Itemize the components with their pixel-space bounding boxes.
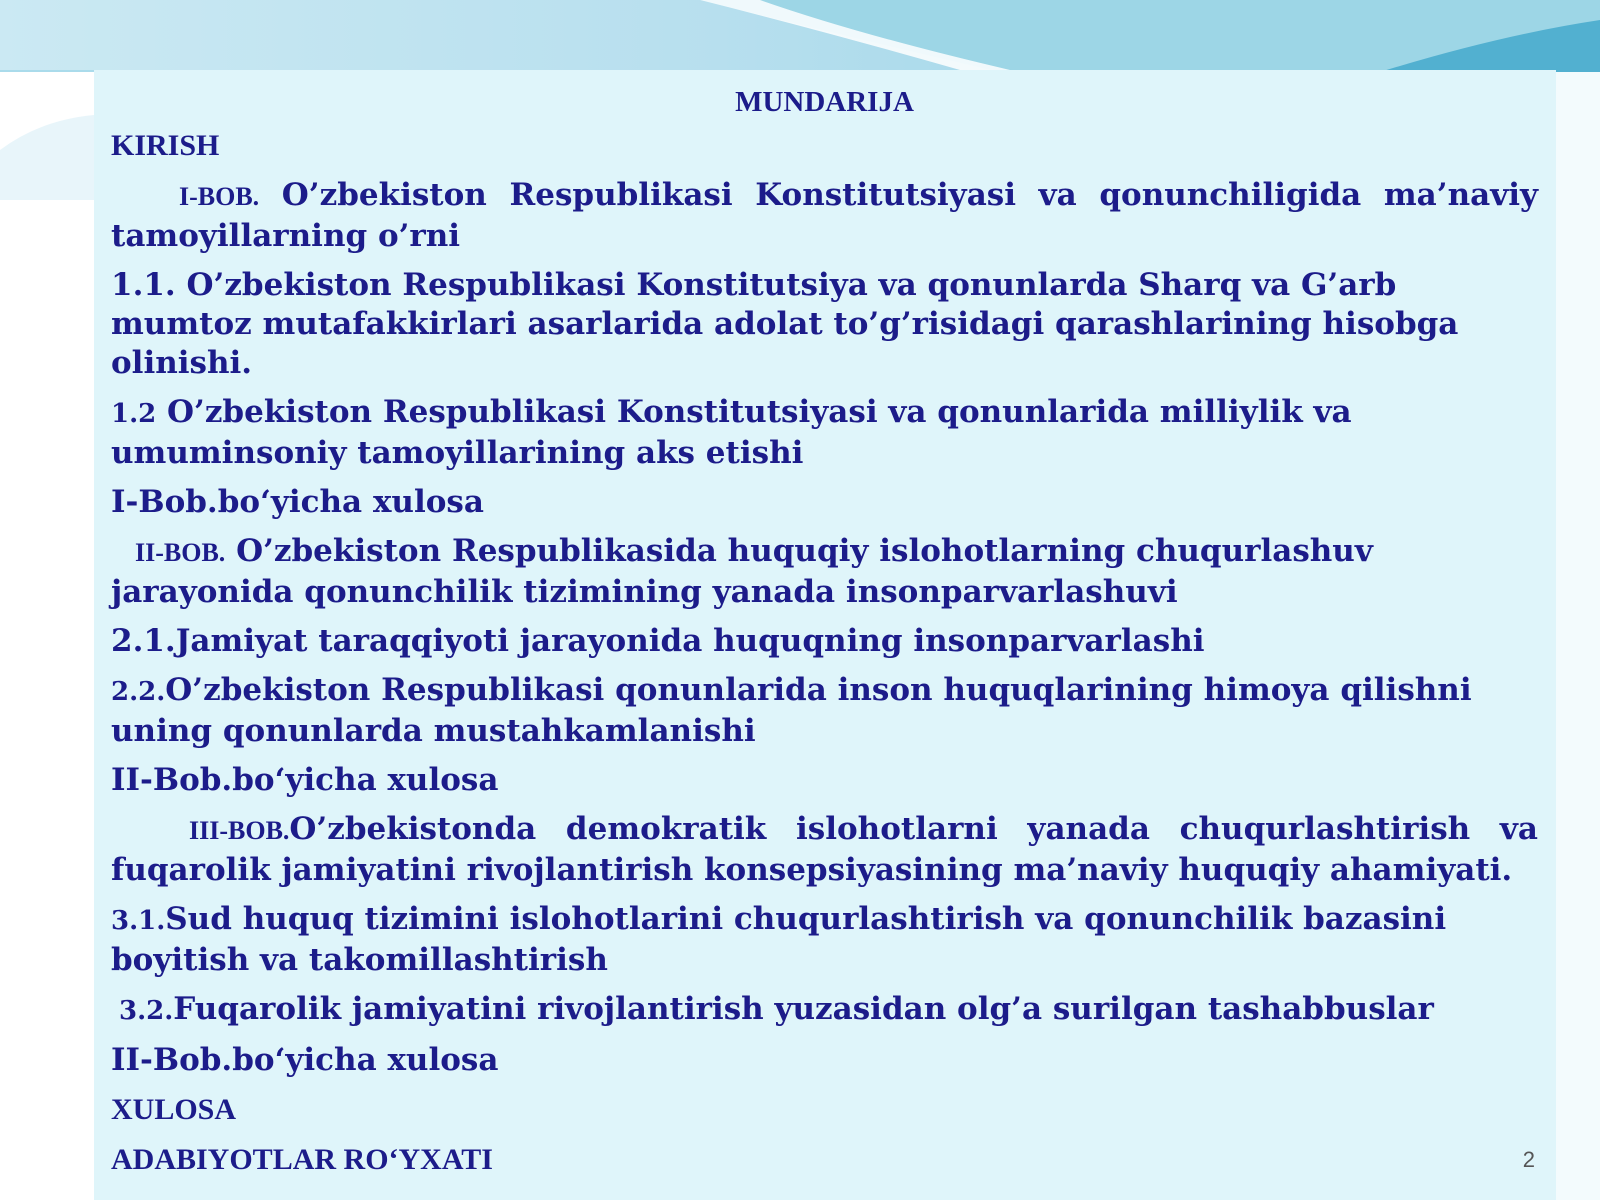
toc-section-1-1: 1.1. O’zbekiston Respublikasi Konstitutsiya va qonunlarda Sharq va G’arb mumtoz mutafakkirlari asarlarida adolat to’g’risidagi qarashlarining hisobga olinishi. [111,267,1459,381]
toc-title: MUNDARIJA [735,86,914,118]
section-3-2-title: Fuqarolik jamiyatini rivojlantirish yuzasidan olg’a surilgan tashabbuslar [173,991,1434,1027]
chapter-2-prefix: II-BOB. [135,538,226,567]
section-1-2-title: O’zbekiston Respublikasi Konstitutsiyasi va qonunlarida milliylik va umuminsoniy tamoyillarining aks etishi [111,394,1352,471]
toc-references: ADABIYOTLAR RO‘YXATI [111,1143,493,1176]
slide-page-number: 2 [1522,1147,1535,1172]
table-of-contents [111,82,1538,1190]
toc-chapter-3-conclusion: II-Bob.bo‘yicha xulosa [111,1042,499,1078]
chapter-1-title: O’zbekiston Respublikasi Konstitutsiyasi va qonunchiligida ma’naviy tamoyillarning o’rni [111,177,1538,254]
section-2-2-number: 2.2. [111,677,166,707]
toc-section-2-2 [111,671,1538,751]
section-3-2-number: 3.2. [119,996,174,1026]
toc-section-2-1: 2.1.Jamiyat taraqqiyoti jarayonida huquqning insonparvarlashi [111,623,1205,659]
chapter-3-title: O’zbekistonda demokratik islohotlarni yanada chuqurlashtirish va fuqarolik jamiyatini rivojlantirish konsepsiyasining ma’naviy huquqiy ahamiyati. [111,811,1538,888]
toc-intro: KIRISH [111,129,220,162]
toc-conclusion: XULOSA [111,1093,237,1126]
toc-chapter-3 [111,810,1538,890]
toc-chapter-1 [111,176,1538,256]
section-3-1-number: 3.1. [111,906,166,936]
section-2-2-title: O’zbekiston Respublikasi qonunlarida inson huquqlarining himoya qilishni uning qonunlarda mustahkamlanishi [111,672,1472,749]
chapter-3-prefix: III-BOB. [189,816,290,845]
section-1-2-number: 1.2 [111,399,157,429]
chapter-1-prefix: I-BOB. [179,182,260,211]
toc-section-3-1 [111,900,1538,980]
section-3-1-title: Sud huquq tizimini islohotlarini chuqurlashtirish va qonunchilik bazasini boyitish va takomillashtirish [111,901,1447,978]
chapter-2-title: O’zbekiston Respublikasida huquqiy islohotlarning chuqurlashuv jarayonida qonunchilik tizimining yanada insonparvarlashuvi [111,533,1373,610]
toc-chapter-1-conclusion: I-Bob.bo‘yicha xulosa [111,484,484,520]
toc-chapter-2 [111,532,1538,612]
toc-section-1-2 [111,393,1538,473]
toc-chapter-2-conclusion: II-Bob.bo‘yicha xulosa [111,762,499,798]
toc-section-3-2 [111,990,1538,1031]
